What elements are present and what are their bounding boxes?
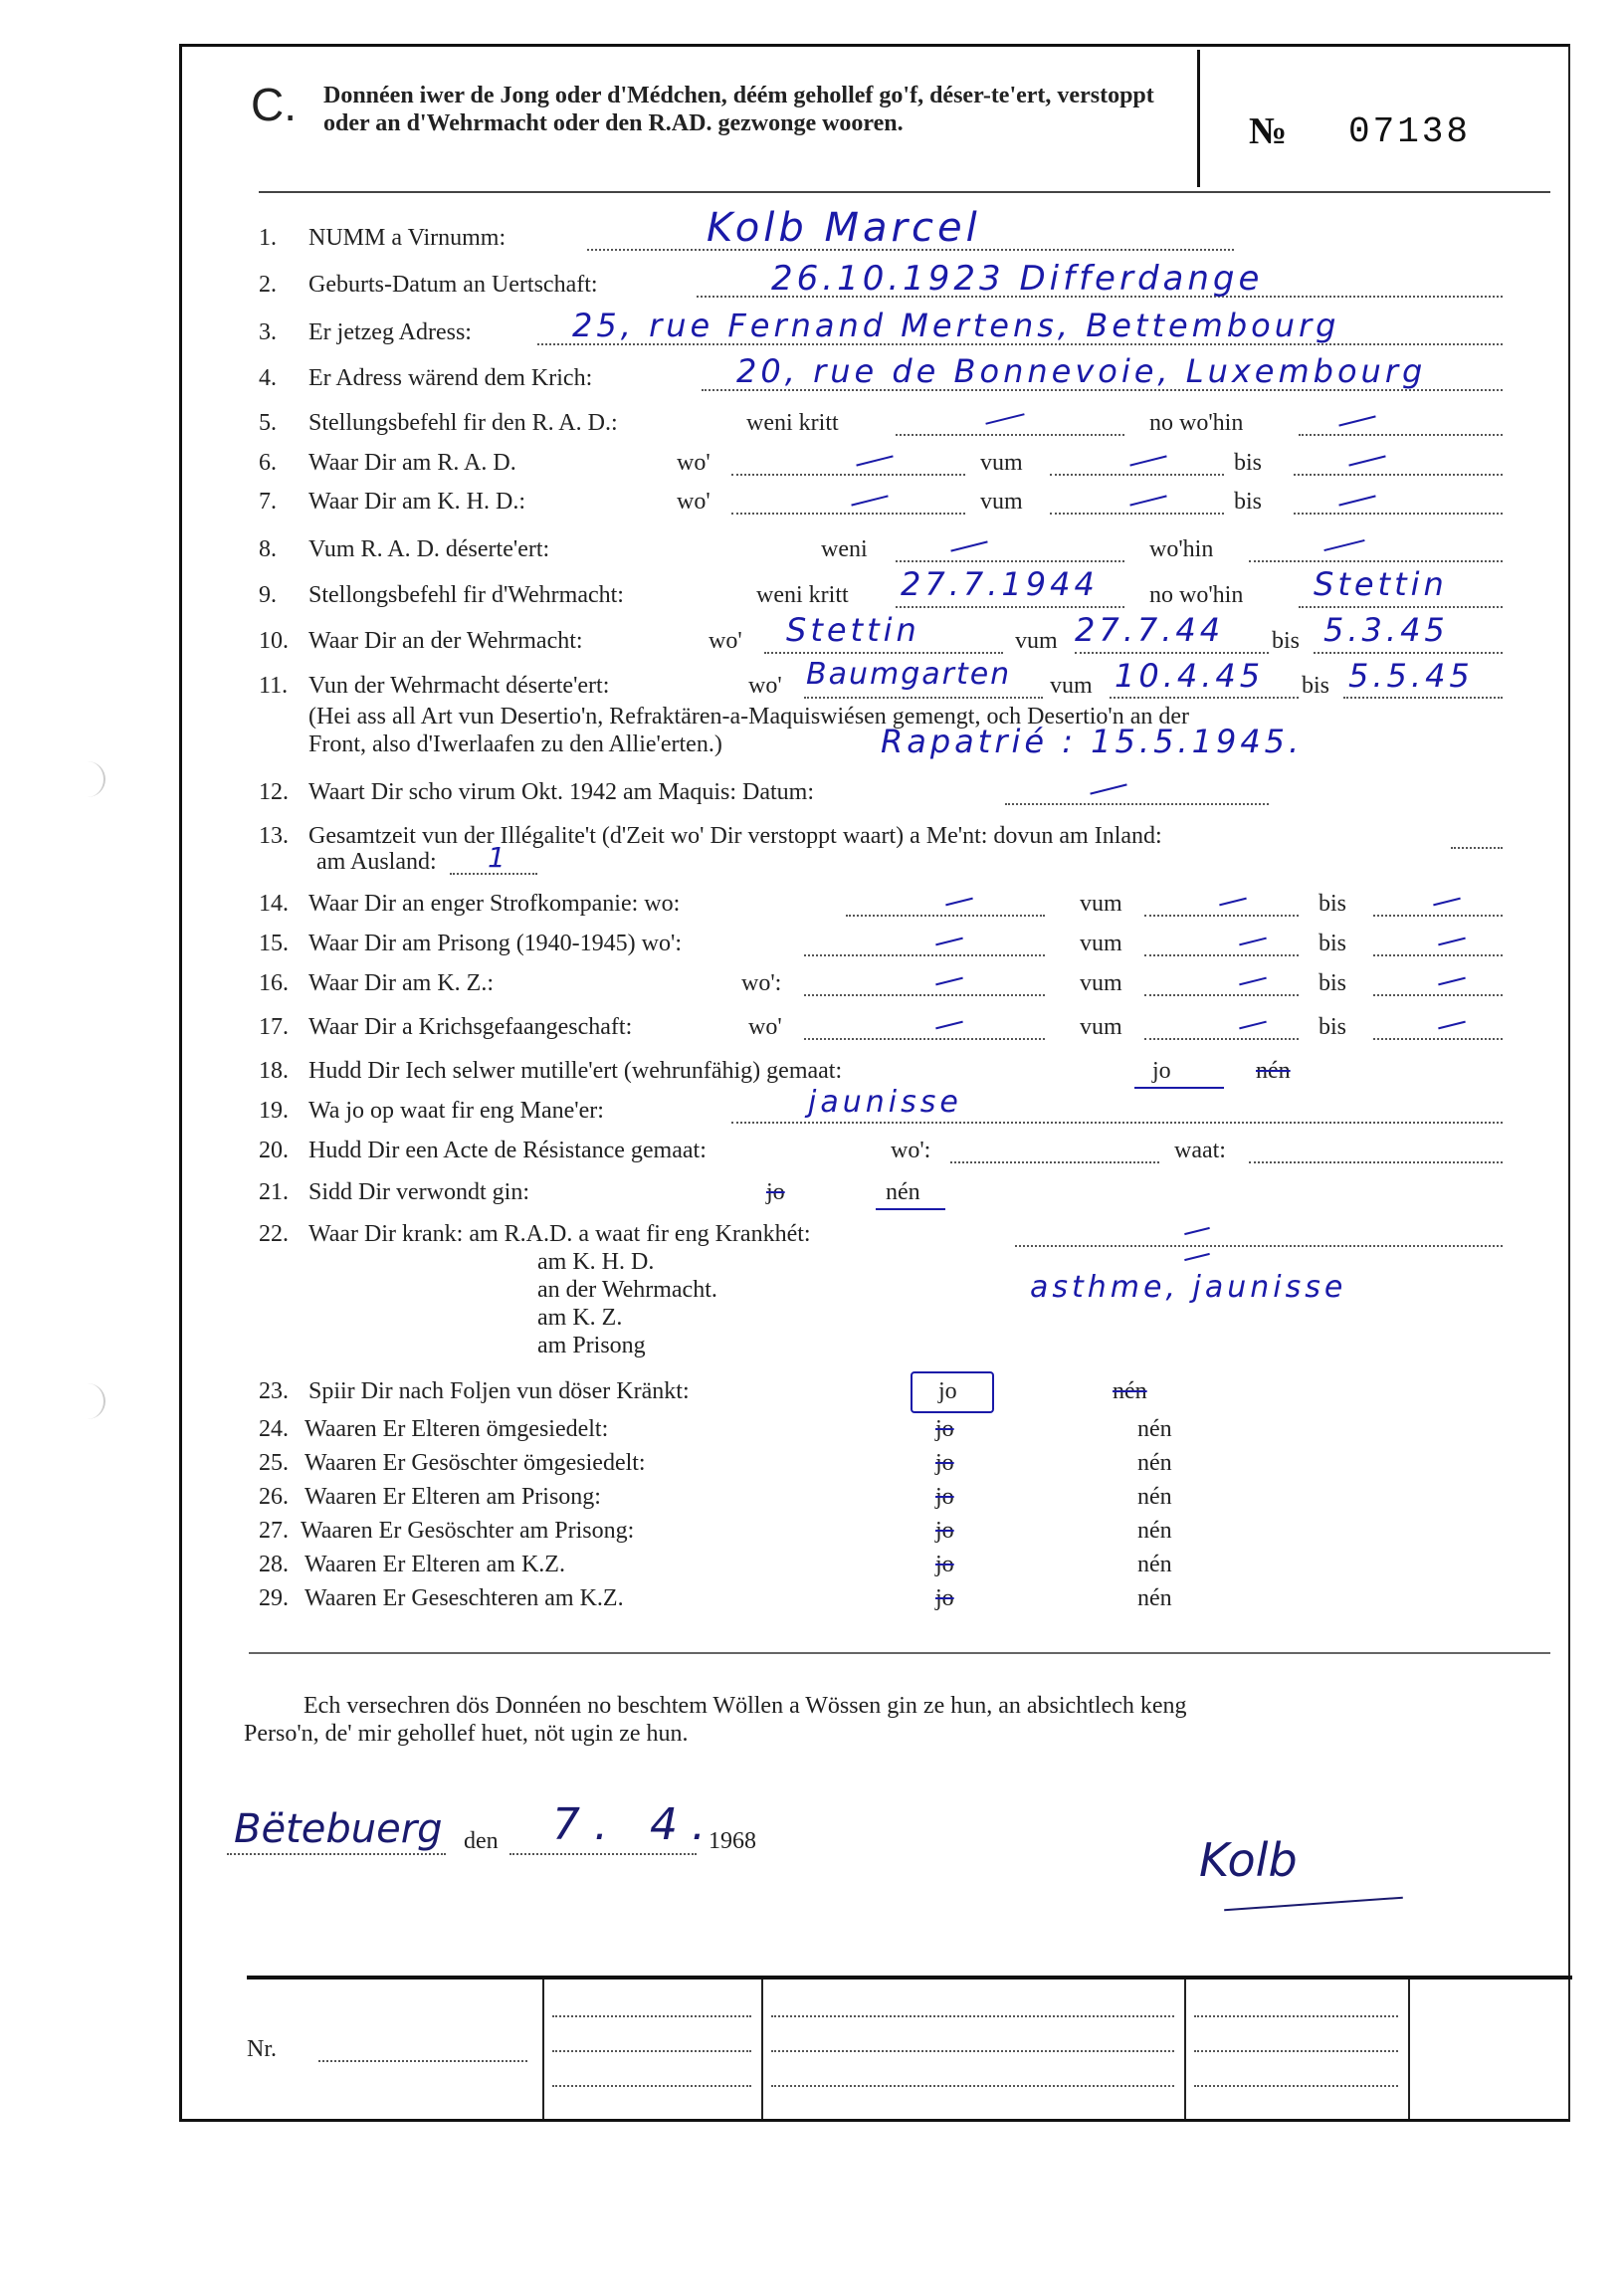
q11-wo: wo' [748,673,782,699]
q6-bis: bis [1234,450,1263,476]
q16-wo-line [804,994,1045,996]
q24-nen: nén [1137,1416,1172,1442]
q4-answer-war-address: 20, rue de Bonnevoie, Luxembourg [736,352,1427,390]
q21-jo-struck: jo [766,1179,785,1205]
q11-answer-place: Baumgarten [806,657,1012,692]
q15-bis-line [1373,954,1503,956]
q1-answer-name: Kolb Marcel [707,205,981,251]
q18-label: Hudd Dir Iech selwer mutille'ert (wehrunfähig) gemaat: [308,1058,843,1084]
footer-cell-line-7 [1194,2015,1398,2017]
q8-place-line [1249,560,1503,562]
q1-number: 1. [259,225,277,251]
q28-number: 28. [259,1552,289,1577]
q11-bis-line [1343,697,1503,699]
q15-vum: vum [1080,931,1122,956]
punch-hole-bottom [88,1383,105,1419]
q2-label: Geburts-Datum an Uertschaft: [308,272,598,298]
q8-date-line [896,560,1124,562]
q13-abroad-label: am Ausland: [316,849,437,875]
q9-place-line [1299,606,1503,608]
section-rule [249,1652,1550,1654]
q16-bis-line [1373,994,1503,996]
q13-answer-abroad: 1 [488,841,509,874]
q22-label: Waar Dir krank: am R.A.D. a waat fir eng Krankhét: [308,1221,811,1247]
q9-date-line [896,606,1124,608]
footer-divider-1 [542,1980,544,2119]
q6-label: Waar Dir am R. A. D. [308,450,516,476]
q16-number: 16. [259,970,289,996]
q8-wohin: wo'hin [1149,536,1214,562]
q6-vum-line [1050,474,1224,476]
q24-number: 24. [259,1416,289,1442]
q9-weni-kritt: weni kritt [756,582,849,608]
q3-label: Er jetzeg Adress: [308,319,472,345]
q29-nen: nén [1137,1585,1172,1611]
signature-date: 7. 4. [552,1799,719,1850]
q10-vum-line [1075,652,1269,654]
q10-wo: wo' [709,628,742,654]
q7-number: 7. [259,489,277,515]
q15-bis: bis [1319,931,1347,956]
q26-nen: nén [1137,1484,1172,1510]
q6-number: 6. [259,450,277,476]
q22-answer-illness: asthme, jaunisse [1030,1270,1347,1305]
q25-label: Waaren Er Gesöschter ömgesiedelt: [304,1450,646,1476]
q10-label: Waar Dir an der Wehrmacht: [308,628,583,654]
q10-wo-line [764,652,1003,654]
q15-label: Waar Dir am Prisong (1940-1945) wo': [308,931,682,956]
q15-vum-line [1144,954,1299,956]
q18-nen-struck: nén [1256,1058,1291,1084]
q25-number: 25. [259,1450,289,1476]
q17-number: 17. [259,1014,289,1040]
q17-wo-line [804,1038,1045,1040]
q4-number: 4. [259,365,277,391]
q18-jo-underline [1134,1087,1224,1089]
footer-cell-line-6 [771,2085,1174,2087]
q11-note-line1: (Hei ass all Art vun Desertio'n, Refraktären-a-Maquiswiésen gemengt, och Desertio'n an der [308,704,1190,730]
q11-note-line2: Front, also d'Iwerlaafen zu den Allie'erten.) [308,731,722,757]
q27-nen: nén [1137,1518,1172,1544]
footer-cell-line-5 [771,2050,1174,2052]
q14-number: 14. [259,891,289,917]
q14-wo-line [846,915,1045,917]
q22-sub-prisong: am Prisong [537,1333,646,1358]
q7-vum-line [1050,513,1224,515]
footer-divider-3 [1184,1980,1186,2119]
declaration-line1: Ech versechren dös Donnéen no beschtem Wöllen a Wössen gin ze hun, an absichtlech keng [304,1693,1187,1719]
q8-number: 8. [259,536,277,562]
q10-number: 10. [259,628,289,654]
q5-wohin: no wo'hin [1149,410,1244,436]
q14-bis: bis [1319,891,1347,917]
number-symbol: № [1249,110,1288,152]
q5-weni-kritt: weni kritt [746,410,839,436]
q22-sub-kz: am K. Z. [537,1305,623,1331]
q11-number: 11. [259,673,289,699]
q24-jo-struck: jo [935,1416,954,1442]
q14-vum: vum [1080,891,1122,917]
q8-label: Vum R. A. D. déserte'ert: [308,536,550,562]
nr-line [318,2060,527,2062]
q13-number: 13. [259,823,289,849]
q27-jo-struck: jo [935,1518,954,1544]
q28-jo-struck: jo [935,1552,954,1577]
q15-number: 15. [259,931,289,956]
q20-waat: waat: [1174,1138,1226,1163]
q7-bis: bis [1234,489,1263,515]
section-heading: Donnéen iwer de Jong oder d'Médchen, déém gehollef go'f, déser-te'ert, verstoppt oder an d'Wehrmacht oder den R.AD. gezwonge wooren. [323,83,1154,136]
punch-hole-top [88,761,105,797]
q17-wo: wo' [748,1014,782,1040]
q6-wo: wo' [677,450,710,476]
q19-answer: jaunisse [808,1085,962,1120]
q19-field-line [731,1122,1503,1124]
q4-label: Er Adress wärend dem Krich: [308,365,593,391]
q7-vum: vum [980,489,1023,515]
q5-place-line [1299,434,1503,436]
q14-vum-line [1144,915,1299,917]
q21-nen-underline [876,1208,945,1210]
signature: Kolb [1199,1833,1298,1887]
footer-cell-line-8 [1194,2050,1398,2052]
footer-cell-line-1 [552,2015,751,2017]
q11-answer-from: 10.4.45 [1115,657,1265,695]
q10-answer-from: 27.7.44 [1075,611,1225,649]
q14-label: Waar Dir an enger Strofkompanie: wo: [308,891,681,917]
q10-vum: vum [1015,628,1058,654]
q11-bis: bis [1302,673,1330,699]
q15-wo-line [804,954,1045,956]
q9-number: 9. [259,582,277,608]
q7-wo-line [731,513,965,515]
q23-label: Spiir Dir nach Foljen vun döser Kränkt: [308,1378,690,1404]
header-divider [1197,50,1200,187]
q16-vum: vum [1080,970,1122,996]
q29-label: Waaren Er Geseschteren am K.Z. [304,1585,624,1611]
nr-label: Nr. [247,2036,277,2062]
q26-number: 26. [259,1484,289,1510]
q29-number: 29. [259,1585,289,1611]
q1-label: NUMM a Virnumm: [308,225,507,251]
footer-top-rule [247,1976,1572,1980]
q10-answer-place: Stettin [786,611,920,649]
footer-divider-4 [1408,1980,1410,2119]
q27-label: Waaren Er Gesöschter am Prisong: [301,1518,635,1544]
signature-place: Bëtebuerg [234,1806,443,1852]
q26-label: Waaren Er Elteren am Prisong: [304,1484,601,1510]
q6-wo-line [731,474,965,476]
section-letter: C. [251,79,297,130]
q9-wohin: no wo'hin [1149,582,1244,608]
q6-bis-line [1294,474,1503,476]
q27-number: 27. [259,1518,289,1544]
q17-vum: vum [1080,1014,1122,1040]
footer-cell-line-2 [552,2050,751,2052]
q10-answer-to: 5.3.45 [1323,611,1449,649]
q23-jo: jo [938,1378,957,1404]
q10-bis-line [1314,652,1503,654]
q22-rad-line [1015,1245,1503,1247]
q23-nen-struck: nén [1113,1378,1147,1404]
q14-bis-line [1373,915,1503,917]
header-rule [259,191,1550,193]
q3-number: 3. [259,319,277,345]
q25-jo-struck: jo [935,1450,954,1476]
q13-label: Gesamtzeit vun der Illégalite't (d'Zeit wo' Dir verstoppt waart) a Me'nt: dovun am Inland: [308,823,1162,849]
footer-divider-2 [761,1980,763,2119]
q16-bis: bis [1319,970,1347,996]
q7-label: Waar Dir am K. H. D.: [308,489,526,515]
q17-vum-line [1144,1038,1299,1040]
q19-label: Wa jo op waat fir eng Mane'er: [308,1098,604,1124]
form-number: 07138 [1348,111,1472,152]
q17-label: Waar Dir a Krichsgefaangeschaft: [308,1014,633,1040]
q12-date-line [1005,803,1269,805]
q20-wo: wo': [891,1138,931,1163]
q21-number: 21. [259,1179,289,1205]
q11-label: Vun der Wehrmacht déserte'ert: [308,673,610,699]
q2-answer-birth: 26.10.1923 Differdange [771,259,1264,299]
signature-year: 1968 [709,1828,756,1854]
q25-nen: nén [1137,1450,1172,1476]
q19-number: 19. [259,1098,289,1124]
q17-bis: bis [1319,1014,1347,1040]
q13-inland-line [1451,847,1503,849]
footer-cell-line-4 [771,2015,1174,2017]
q16-label: Waar Dir am K. Z.: [308,970,494,996]
q18-jo: jo [1152,1058,1171,1084]
den-label: den [464,1828,499,1854]
q20-wo-line [950,1161,1159,1163]
q22-sub-wehrmacht: an der Wehrmacht. [537,1277,717,1303]
q9-answer-date: 27.7.1944 [901,565,1099,603]
q5-label: Stellungsbefehl fir den R. A. D.: [308,410,618,436]
q11-answer-to: 5.5.45 [1348,657,1474,695]
repatriation-note: Rapatrié : 15.5.1945. [881,723,1304,760]
q16-vum-line [1144,994,1299,996]
q24-label: Waaren Er Elteren ömgesiedelt: [304,1416,609,1442]
q2-number: 2. [259,272,277,298]
q10-bis: bis [1272,628,1301,654]
q8-weni: weni [821,536,868,562]
q11-wo-line [804,697,1043,699]
q3-answer-address: 25, rue Fernand Mertens, Bettembourg [572,307,1340,344]
q29-jo-struck: jo [935,1585,954,1611]
q5-number: 5. [259,410,277,436]
q9-label: Stellongsbefehl fir d'Wehrmacht: [308,582,624,608]
place-line [227,1853,446,1855]
q6-vum: vum [980,450,1023,476]
q12-label: Waart Dir scho virum Okt. 1942 am Maquis: Datum: [308,779,814,805]
q11-vum: vum [1050,673,1093,699]
q20-number: 20. [259,1138,289,1163]
date-line [509,1853,697,1855]
q28-nen: nén [1137,1552,1172,1577]
q18-number: 18. [259,1058,289,1084]
q20-label: Hudd Dir een Acte de Résistance gemaat: [308,1138,707,1163]
q23-number: 23. [259,1378,289,1404]
q11-vum-line [1110,697,1299,699]
footer-cell-line-9 [1194,2085,1398,2087]
q12-number: 12. [259,779,289,805]
q5-date-line [896,434,1124,436]
q28-label: Waaren Er Elteren am K.Z. [304,1552,565,1577]
declaration-line2: Perso'n, de' mir gehollef huet, nöt ugin ze hun. [244,1721,689,1747]
q21-label: Sidd Dir verwondt gin: [308,1179,529,1205]
q20-waat-line [1249,1161,1503,1163]
footer-cell-line-3 [552,2085,751,2087]
q26-jo-struck: jo [935,1484,954,1510]
q16-wo: wo': [741,970,782,996]
q22-sub-khd: am K. H. D. [537,1249,655,1275]
q22-number: 22. [259,1221,289,1247]
q9-answer-place: Stettin [1314,565,1448,603]
q7-wo: wo' [677,489,710,515]
q21-nen: nén [886,1179,920,1205]
q17-bis-line [1373,1038,1503,1040]
q7-bis-line [1294,513,1503,515]
